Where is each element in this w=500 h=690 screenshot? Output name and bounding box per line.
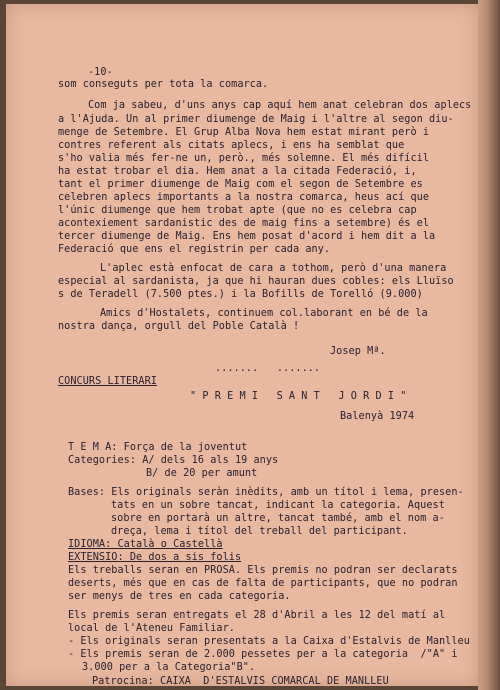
text-line: B/ de 20 per amunt <box>146 468 258 479</box>
text-line: celebren aplecs importants a la nostra comarca, heus ací que <box>58 192 430 203</box>
text-line: Patrocina: CAIXA D'ESTALVIS COMARCAL DE MANLLEU <box>92 676 389 687</box>
text-line: Amics d'Hostalets, continuem col.laborant en bé de la <box>100 308 428 319</box>
text-line: L'aplec està enfocat de cara a tothom, però d'una manera <box>100 263 447 274</box>
text-line: deserts, més que en cas de falta de participants, que no podran <box>68 578 458 589</box>
text-line: nostra dança, orgull del Poble Català ! <box>58 321 300 332</box>
text-line: especial al sardanista, ja que hi hauran dues cobles: els Lluïso <box>58 276 454 287</box>
text-line: - Els premis seran de 2.000 pessetes per a la categoria /"A" i <box>68 649 458 660</box>
separator-dots: ....... ....... <box>215 363 321 374</box>
text-line: IDIOMA: Català o Castellà <box>68 539 223 550</box>
text-line: 3.000 per a la Categoria"B". <box>82 662 256 673</box>
text-line: som conseguts per tota la comarca. <box>58 79 269 90</box>
text-line: a l'Ajuda. Un al primer diumenge de Maig i l'altre al segon diu- <box>58 114 454 125</box>
prize-title: " P R E M I S A N T J O R D I " <box>190 391 407 402</box>
text-line: menge de Setembre. El Grup Alba Nova hem estat mirant però i <box>58 127 430 138</box>
text-line: ha estat trobar el dia. Hem anat a la citada Federació, i, <box>58 166 417 177</box>
text-line: Bases: Els originals seràn inèdits, amb un títol i lema, presen- <box>68 487 464 498</box>
page-binding-edge <box>478 0 500 690</box>
text-line: tats en un sobre tancat, indicant la categoria. Aquest <box>111 500 445 511</box>
text-line: EXTENSIO: De dos a sis folis <box>68 552 242 563</box>
text-line: contres referent als citats aplecs, i ens ha semblat que <box>58 140 405 151</box>
text-line: ser menys de tres en cada categoria. <box>68 591 291 602</box>
page-number: -10- <box>88 67 113 78</box>
text-line: acontexiement sardanistic des de maig fins a setembre) és el <box>58 218 430 229</box>
place-year: Balenyà 1974 <box>340 411 415 422</box>
text-line: T E M A: Força de la joventut <box>68 442 248 453</box>
text-line: Federació que ens el registrin per cada any. <box>58 244 331 255</box>
text-line: s'ho valia més fer-ne un, però., més solemne. El més difícil <box>58 153 430 164</box>
text-line: Categories: A/ dels 16 als 19 anys <box>68 455 279 466</box>
signature: Josep Mª. <box>330 346 386 357</box>
text-line: l'únic diumenge que hem trobat apte (que no es celebra cap <box>58 205 417 216</box>
text-line: tant el primer diumenge de Maig com el segon de Setembre es <box>58 179 423 190</box>
section-heading: CONCURS LITERARI <box>58 376 157 387</box>
text-line: dreça, lema i títol del treball del participant. <box>111 526 408 537</box>
text-line: Els treballs seran en PROSA. Els premis no podran ser declarats <box>68 565 458 576</box>
text-line: Com ja sabeu, d'uns anys cap aquí hem anat celebran dos aplecs <box>88 100 472 111</box>
text-line: local de l'Ateneu Familiar. <box>68 623 235 634</box>
text-line: sobre en portarà un altre, tancat també, amb el nom a- <box>111 513 445 524</box>
text-line: Els premis seran entregats el 28 d'Abril a les 12 del matí al <box>68 610 446 621</box>
text-line: - Els originals seran presentats a la Caixa d'Estalvis de Manlleu <box>68 636 470 647</box>
text-line: s de Teradell (7.500 ptes.) i la Bofills de Torelló (9.000) <box>58 289 423 300</box>
text-line: tercer diumenge de Maig. Ens hem posat d'acord i hem dit a la <box>58 231 436 242</box>
